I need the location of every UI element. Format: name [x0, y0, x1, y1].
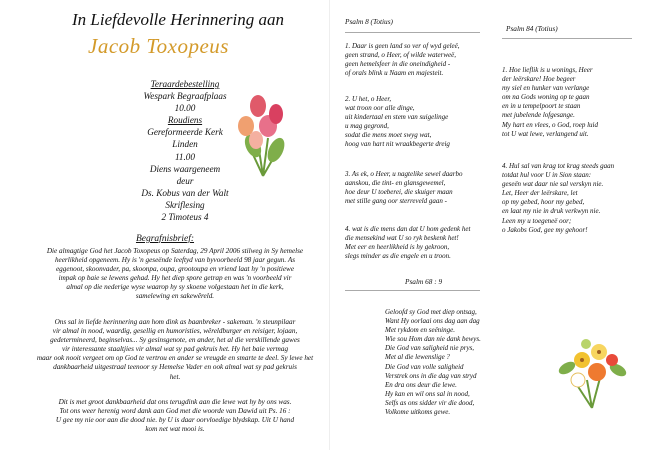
verse-line: Met rykdom en seëninge. — [385, 326, 455, 335]
deceased-name: Jacob Toxopeus — [88, 34, 229, 58]
verse-line: of orals blink u Naam en majesteit. — [345, 69, 444, 78]
remembrance-line: maar ook nooit vergeet om op God te vertrou en ander se vreugde en smarte te deel. Sy lewe het — [36, 354, 314, 363]
verse-line: totdat hul voor U in Sion staan: — [502, 171, 592, 180]
remembrance-line: vir interessante staaltjies vir almal wat sy pad gekruis het. Hy het baie vermag — [61, 345, 289, 354]
verse-line: der leërskare! Hoe begeer — [502, 75, 576, 84]
remembrance-line: het. — [169, 372, 181, 381]
verse-line: Verstrek ons in die dag van stryd — [385, 371, 477, 380]
flower-bouquet-icon — [552, 330, 632, 410]
psalm84-rule — [502, 38, 632, 39]
service-line: Linden — [172, 139, 198, 150]
verse-line: 4. Hul sal van krag tot krag steeds gaan — [502, 162, 615, 170]
notice-line: almal op die nederige wyse waarop hy sy skoene volgestaan het in die kerk, — [66, 283, 284, 292]
verse-line: o Jakobs God, gee my gehoor! — [502, 225, 588, 234]
psalm68-stanza — [385, 308, 481, 417]
verse-line: uit kindertaal en stem van suigelinge — [345, 113, 449, 122]
remembrance-paragraph — [30, 318, 320, 382]
notice-line: samelewing en sakewêreld. — [135, 292, 215, 301]
notice-line: heerlikheid opgeneem. Hy is 'n geseënde leeftyd van byvoorbeeld 98 jaar gegun. As — [54, 256, 296, 265]
verse-line: Die God van volle saligheid — [385, 362, 464, 371]
verse-line: Wie sou Hom dan nie dank bewys. — [385, 335, 481, 344]
closing-paragraph — [30, 398, 320, 434]
remembrance-line: gedetermineerd, beginselvas... Sy gesinsgenote, en ander, het al die verskillende gawes — [50, 336, 300, 345]
closing-line: Dit is met groot dankbaarheid dat ons terugdink aan die lewe wat hy by ons was. — [58, 398, 292, 406]
psalm8-stanza — [345, 225, 470, 261]
psalm8-title: Psalm 8 (Totius) — [345, 17, 393, 26]
verse-line: tot U wat lewe, verlangend uit. — [502, 129, 589, 138]
notice-line: eggenoot, skoonvader, pa, skoonpa, oupa, grootoupa en vriend laat hy 'n positiewe — [55, 265, 295, 274]
service-line: 2 Timoteus 4 — [161, 212, 209, 223]
verse-line: die mensekind wat U so ryk beskenk het! — [345, 234, 459, 243]
verse-line: hoe deur U toeberei, die skuiger maan — [345, 188, 453, 197]
verse-line: 2. U het, o Heer, — [345, 95, 392, 103]
notice-line: Die almagtige God het Jacob Toxopeus op Saterdag, 29 April 2006 stilweg in Sy hemelse — [46, 247, 304, 255]
verse-line: my siel en hunker van verlange — [502, 84, 590, 93]
psalm8-stanza — [345, 170, 463, 206]
verse-line: Selfs as ons sidder vir die dood, — [385, 398, 475, 407]
verse-line: u mag gegrond, — [345, 122, 389, 131]
service-line: Gereformeerde Kerk — [147, 127, 223, 138]
burial-heading: Teraardebestelling — [150, 79, 220, 89]
verse-line: hoog van hart nit wraakbegerte dreig — [345, 140, 450, 149]
psalm84-stanza — [502, 66, 598, 139]
mourning-heading: Roudiens — [167, 115, 203, 126]
psalm68-rule — [345, 290, 480, 291]
service-line: Diens waargeneem — [149, 163, 221, 174]
notice-line: impak op baie se lewens gehad. Hy het diep spore getrap en was 'n voorbeeld vir — [58, 274, 292, 283]
burial-line: 10.00 — [174, 103, 196, 114]
verse-line: 1. Daar is geen land so ver of wyd geleë, — [345, 42, 460, 50]
remembrance-line: Ons sal in liefde herinnering aan hom dink as baanbreker - sakeman. 'n steunpilaar — [54, 318, 296, 326]
verse-line: Leen my u toegeneë oor; — [502, 216, 572, 225]
closing-line: kom net wat mooi is. — [145, 425, 205, 434]
psalm84-title: Psalm 84 (Totius) — [506, 24, 558, 33]
verse-line: geen strand, o Heer, of wilde waterweë, — [345, 51, 457, 60]
verse-line: Want Hy oorlaai ons dag aan dag — [385, 317, 480, 326]
verse-line: 1. Hoe lieflik is u wonings, Heer — [502, 66, 593, 74]
closing-line: U gee my nie oor aan die dood nie. by U is daar oorvloedige blydskap. Uit U hand — [55, 416, 295, 425]
verse-line: met stille gang oor sterreveld gaan - — [345, 197, 448, 206]
verse-line: Volkome uitkoms gewe. — [385, 408, 451, 417]
service-line: 11.00 — [175, 151, 195, 162]
verse-line: Let, Heer der leërskare, let — [502, 189, 578, 198]
remembrance-line: dankbaarheid uitgestraal teenoor sy Hemelse Vader en ook almal wat sy pad gekruis — [53, 363, 297, 372]
burial-line: Wespark Begraafplaas — [143, 91, 227, 102]
verse-line: wat troon oor alle dinge, — [345, 104, 415, 113]
service-line: Skriflesing — [165, 199, 205, 210]
verse-line: geseën wat daar nie sal verskyn nie. — [502, 180, 604, 189]
psalm8-rule — [345, 32, 480, 33]
verse-line: geen hemelsfeer in die oneindigheid - — [345, 60, 451, 69]
verse-line: My hart en vlees, o God, roep luid — [502, 120, 598, 129]
psalm68-title: Psalm 68 : 9 — [405, 277, 443, 286]
service-line: Ds. Kobus van der Walt — [141, 187, 229, 198]
verse-line: Met al die lewenslige ? — [385, 353, 450, 362]
psalm84-stanza — [502, 162, 614, 235]
verse-line: met jubelende lofgesange. — [502, 111, 575, 120]
verse-line: en in u tempelpoort te staan — [502, 102, 581, 111]
verse-line: en laat my nie in druk verkwyn nie. — [502, 207, 601, 216]
verse-line: 4. wat is die mens dan dat U hom gedenk het — [345, 225, 471, 233]
psalm8-stanza — [345, 95, 450, 150]
verse-line: op my gebed, hoor my gebed, — [502, 198, 585, 207]
notice-paragraph — [30, 247, 320, 302]
tulip-bouquet-icon — [228, 88, 298, 178]
service-line: deur — [176, 175, 194, 186]
verse-line: Hy kan en wil ons sal in nood, — [385, 389, 470, 398]
verse-line: En dra ons deur die lewe. — [385, 380, 457, 389]
remembrance-line: vir almal in nood, waardig, gesellig en humoristies, wêreldburger en reisiger, lojaan, — [52, 327, 298, 336]
verse-line: sodat die mens moet swyg wat, — [345, 131, 432, 140]
notice-heading: Begrafnisbrief: — [135, 234, 195, 244]
verse-line: slegs minder as die engele en u troon. — [345, 252, 451, 261]
closing-line: Tot ons weer herenig word dank aan God met die woorde van Dawid uit Ps. 16 : — [59, 407, 291, 416]
psalm8-stanza — [345, 42, 460, 78]
memorial-title: In Liefdevolle Herinnering aan — [72, 10, 284, 29]
verse-line: aanskou, die tint- en glansgewemel, — [345, 179, 446, 188]
verse-line: 3. As ek, o Heer, u nagtelike sewel daarbo — [345, 170, 463, 178]
verse-line: om na Gods woning op te gaan — [502, 93, 590, 102]
right-page — [330, 0, 645, 450]
verse-line: Geloofd sy God met diep ontsag, — [385, 308, 477, 316]
verse-line: Met eer en heerlikheid is hy gekroon, — [345, 243, 450, 252]
verse-line: Die God van saligheid nie prys, — [385, 344, 475, 353]
